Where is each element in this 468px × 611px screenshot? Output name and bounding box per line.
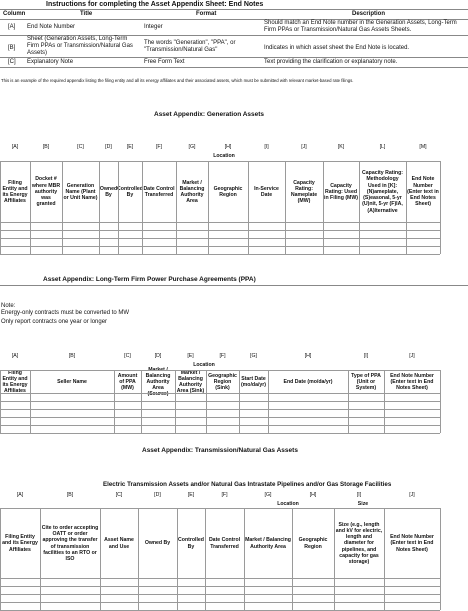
- table-row-line: [0, 578, 440, 579]
- table-row-line: [0, 401, 440, 402]
- generation-column-letter: [D]: [105, 144, 112, 150]
- transmission-column-header: Filing Entity and its Energy Affiliates: [2, 534, 38, 553]
- table-row-line: [0, 222, 440, 223]
- generation-title: Asset Appendix: Generation Assets: [154, 111, 265, 118]
- generation-column-header: In-Service Date: [254, 185, 279, 198]
- transmission-column-letter: [A]: [16, 492, 24, 498]
- generation-column-header: Market / Balancing Authority Area: [179, 179, 205, 205]
- ppa-column-header: Type of PPA (Unit or System): [351, 372, 381, 392]
- generation-column-header: Filing Entity and its Energy Affiliates: [2, 179, 28, 205]
- table-column-line: [268, 370, 269, 433]
- ppa-column-header: Start Date (mo/da/yr): [240, 375, 267, 388]
- transmission-title: Asset Appendix: Transmission/Natural Gas Assets: [142, 447, 298, 454]
- table-row-line: [0, 417, 440, 418]
- generation-column-letter: [J]: [301, 144, 307, 150]
- transmission-column-letter: [I]: [356, 492, 362, 498]
- instructions-row-col: [B]: [8, 45, 16, 51]
- ppa-column-letter: [H]: [304, 353, 312, 359]
- table-column-line: [440, 508, 441, 610]
- transmission-column-header: Market / Balancing Authority Area: [245, 537, 291, 550]
- ppa-note-label: Note:: [1, 303, 16, 309]
- ppa-column-header: Filing Entity and its Energy Affiliates: [2, 369, 28, 395]
- ppa-column-letter: [F]: [219, 353, 226, 359]
- ppa-location-label: Location: [193, 362, 215, 368]
- generation-column-letter: [K]: [337, 144, 345, 150]
- table-column-line: [100, 508, 101, 610]
- transmission-subtitle: Electric Transmission Assets and/or Natural Gas Intrastate Pipelines and/or Gas Storage Facilities: [103, 481, 392, 488]
- table-column-line: [0, 370, 1, 433]
- table-column-line: [0, 161, 1, 254]
- table-row-line: [0, 246, 440, 247]
- table-row-line: [0, 425, 440, 426]
- generation-column-header: Owned By: [99, 185, 118, 198]
- generation-column-letter: [G]: [188, 144, 196, 150]
- transmission-column-letter: [C]: [115, 492, 123, 498]
- generation-column-letter: [H]: [224, 144, 232, 150]
- table-column-line: [285, 161, 286, 254]
- table-column-line: [30, 161, 31, 254]
- instructions-header-title: Title: [80, 11, 93, 17]
- ppa-column-header: Geographic Region (Sink): [208, 372, 237, 392]
- table-row-line: [0, 370, 440, 371]
- generation-column-letter: [I]: [264, 144, 269, 150]
- instructions-row-col: [A]: [8, 24, 16, 30]
- instructions-row-title: Sheet (Generation Assets, Long-Term Firm PPAs or Transmission/Natural Gas Assets): [27, 36, 133, 56]
- table-column-line: [292, 508, 293, 610]
- table-column-line: [142, 161, 143, 254]
- table-column-line: [205, 508, 206, 610]
- table-row-line: [0, 238, 440, 239]
- table-row-line: [0, 594, 440, 595]
- transmission-column-header: Size (e.g., length and kV for electric, length and diameter for pipelines, and capacity for gas storage): [335, 521, 383, 565]
- table-row-line: [0, 161, 440, 162]
- table-column-line: [175, 370, 176, 433]
- table-column-line: [348, 370, 349, 433]
- ppa-column-letter: [E]: [187, 353, 194, 359]
- table-column-line: [30, 370, 31, 433]
- table-column-line: [62, 161, 63, 254]
- ppa-column-letter: [D]: [154, 353, 162, 359]
- generation-column-header: Controlled By: [117, 185, 143, 198]
- instructions-title: Instructions for completing the Asset Appendix Sheet: End Notes: [46, 1, 264, 8]
- table-column-line: [384, 508, 385, 610]
- table-row-line: [0, 393, 440, 394]
- ppa-column-header: Market / Balancing Authority Area (Source): [145, 366, 171, 398]
- generation-column-letter: [F]: [155, 144, 163, 150]
- instructions-header-format: Format: [196, 11, 217, 17]
- table-column-line: [248, 161, 249, 254]
- generation-column-letter: [B]: [42, 144, 50, 150]
- instructions-header-column: Column: [3, 11, 26, 17]
- table-column-line: [359, 161, 360, 254]
- table-column-line: [177, 508, 178, 610]
- transmission-column-letter: [G]: [264, 492, 272, 498]
- instructions-row-desc: Text providing the clarification or explanatory note.: [264, 59, 398, 65]
- generation-column-header: Capacity Rating: Methodology Used in [K]: (N)ameplate, (S)easonal, 5-yr (U)nit, 5-yr (F)IA, (A)lternative: [362, 170, 403, 214]
- generation-column-header: Docket # where MBR authority was granted: [31, 176, 61, 208]
- table-column-line: [138, 508, 139, 610]
- table-column-line: [208, 161, 209, 254]
- generation-column-letter: [M]: [419, 144, 427, 150]
- table-column-line: [141, 370, 142, 433]
- table-column-line: [323, 161, 324, 254]
- table-row-line: [0, 602, 440, 603]
- table-row-line: [0, 586, 440, 587]
- instructions-row-title: Explanatory Note: [27, 59, 74, 65]
- transmission-column-header: Owned By: [144, 540, 171, 547]
- generation-column-header: Geographic Region: [213, 185, 243, 198]
- transmission-column-header: Asset Name and Use: [104, 537, 134, 550]
- generation-column-header: End Note Number (Enter text in End Notes Sheet): [407, 176, 439, 208]
- transmission-column-header: Geographic Region: [298, 537, 328, 550]
- transmission-column-header: Date Control Transferred: [208, 537, 241, 550]
- generation-column-letter: [L]: [379, 144, 386, 150]
- table-column-line: [176, 161, 177, 254]
- ppa-column-letter: [C]: [124, 353, 131, 359]
- generation-column-header: Capacity Rating: Used in Filing (MW): [324, 182, 358, 202]
- ppa-column-letter: [J]: [409, 353, 415, 359]
- table-row-line: [0, 230, 440, 231]
- table-column-line: [40, 508, 41, 610]
- ppa-column-letter: [G]: [250, 353, 257, 359]
- generation-table-grid: [0, 161, 440, 254]
- table-column-line: [206, 370, 207, 433]
- ppa-note-line: Only report contracts one year or longer: [1, 319, 108, 325]
- table-column-line: [0, 508, 1, 610]
- generation-column-letter: [C]: [77, 144, 84, 150]
- table-column-line: [406, 161, 407, 254]
- ppa-column-letter: [I]: [363, 353, 369, 359]
- generation-column-letter: [E]: [126, 144, 134, 150]
- instructions-row-format: Free Form Text: [144, 59, 185, 65]
- generation-column-header: Generation Name (Plant or Unit Name): [63, 182, 98, 202]
- generation-column-header: Capacity Rating: Nameplate (MW): [290, 179, 318, 205]
- table-column-line: [114, 370, 115, 433]
- ppa-column-header: End Date (mo/da/yr): [283, 378, 333, 385]
- ppa-column-letter: [A]: [11, 353, 19, 359]
- transmission-column-letter: [F]: [221, 492, 228, 498]
- transmission-column-letter: [E]: [187, 492, 195, 498]
- instructions-row-format: Integer: [144, 24, 163, 30]
- instructions-row-format: The words "Generation", "PPA", or "Transmission/Natural Gas": [144, 40, 236, 53]
- table-row-line: [0, 508, 440, 509]
- instructions-row-desc: Should match an End Note number in the Generation Assets, Long-Term Firm PPAs or Transmission/Natural Gas Assets Sheets.: [264, 20, 457, 33]
- instructions-row-col: [C]: [8, 59, 16, 65]
- transmission-column-header: Controlled By: [178, 537, 204, 550]
- table-row-line: [0, 433, 440, 434]
- transmission-size-label: Size: [357, 501, 369, 507]
- transmission-location-label: Location: [277, 501, 299, 507]
- table-column-line: [239, 370, 240, 433]
- transmission-column-header: Cite to order accepting OATT or order approving the transfer of transmission facilities to an RTO or ISO: [41, 524, 99, 562]
- table-row-line: [0, 254, 440, 255]
- transmission-column-header: End Note Number (Enter text in End Notes Sheet): [390, 534, 434, 553]
- ppa-column-header: End Note Number (Enter text in End Notes Sheet): [390, 372, 434, 392]
- instructions-row-desc: Indicates in which asset sheet the End Note is located.: [264, 45, 410, 51]
- table-column-line: [244, 508, 245, 610]
- example-note: This is an example of the required appendix listing the filing entity and all its energy affiliates and their associated assets, which must be submitted with relevant market-based rate filings.: [1, 78, 354, 83]
- generation-column-header: Date Control Transferred: [143, 185, 175, 198]
- ppa-table-grid: [0, 366, 440, 433]
- transmission-column-letter: [D]: [154, 492, 161, 498]
- table-column-line: [99, 161, 100, 254]
- table-column-line: [440, 161, 441, 254]
- table-column-line: [440, 370, 441, 433]
- transmission-table-grid: [0, 508, 440, 610]
- generation-location-label: Location: [213, 153, 235, 159]
- instructions-row-title: End Note Number: [27, 24, 76, 30]
- table-column-line: [384, 370, 385, 433]
- table-row-line: [0, 409, 440, 410]
- transmission-column-letter: [H]: [309, 492, 317, 498]
- instructions-header-description: Description: [352, 11, 386, 17]
- ppa-column-letter: [B]: [68, 353, 76, 359]
- transmission-column-letter: [J]: [409, 492, 415, 498]
- ppa-title: Asset Appendix: Long-Term Firm Power Purchase Agreements (PPA): [43, 276, 256, 283]
- table-column-line: [334, 508, 335, 610]
- ppa-column-header: Seller Name: [57, 378, 87, 385]
- ppa-column-header: Amount of PPA (MW): [117, 372, 138, 392]
- ppa-note-line: Energy-only contracts must be converted to MW: [1, 310, 130, 316]
- generation-column-letter: [A]: [11, 144, 19, 150]
- ppa-column-header: Market / Balancing Authority Area (Sink): [176, 369, 205, 395]
- table-column-line: [118, 161, 119, 254]
- transmission-column-letter: [B]: [66, 492, 74, 498]
